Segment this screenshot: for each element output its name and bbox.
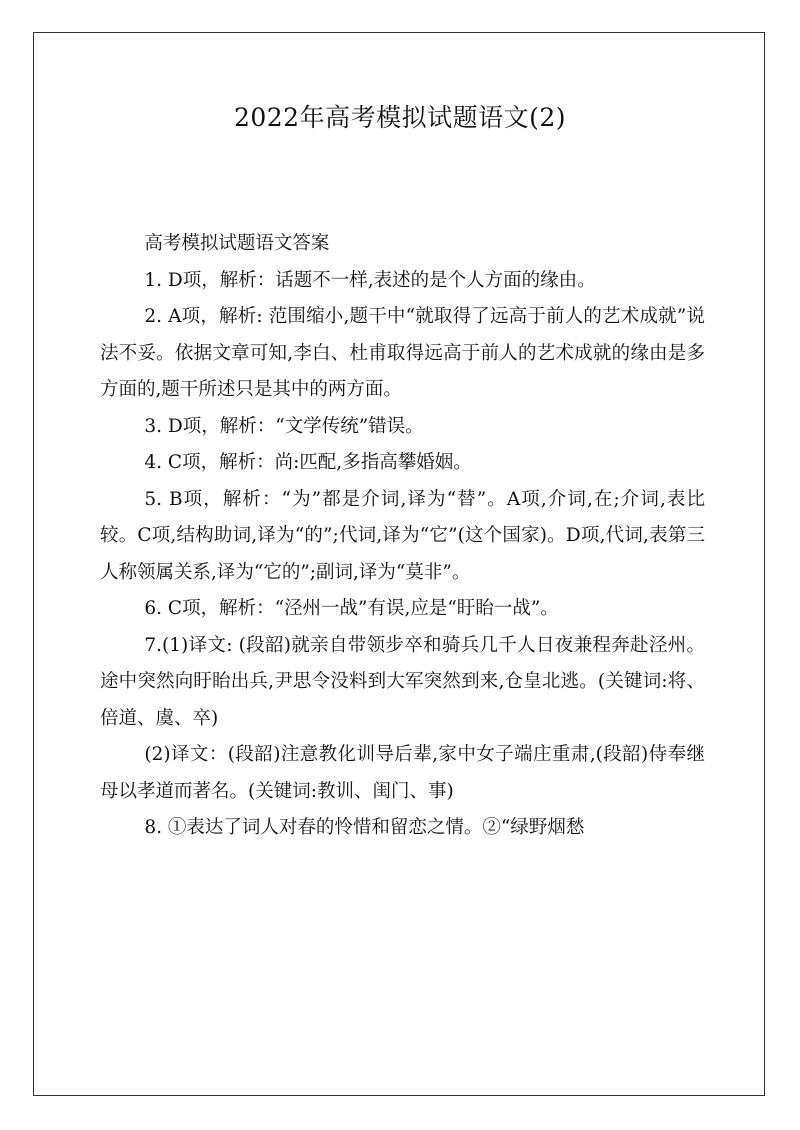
answer-paragraph-5: 5. B项，解析：“为”都是介词,译为“替”。A项,介词,在;介词,表比较。C项,结构助词,译为“的”;代词,译为“它”(这个国家)。D项,代词,表第三人称领属关系,译为“它的”;副词,译为“莫非”。 [100,488,705,583]
answer-paragraph-1: 1. D项，解析：话题不一样,表述的是个人方面的缘由。 [144,269,596,291]
answer-content [100,226,705,847]
section-heading: 高考模拟试题语文答案 [144,233,330,254]
answer-paragraph-3: 3. D项，解析：“文学传统”错误。 [144,415,424,437]
answer-paragraph-4: 4. C项，解析：尚:匹配,多指高攀婚姻。 [144,452,472,473]
answer-paragraph-6: 6. C项，解析：“泾州一战”有误,应是“盱眙一战”。 [144,598,559,619]
answer-paragraph-9: 8. ①表达了词人对春的怜惜和留恋之情。②“绿野烟愁 [144,817,585,838]
answer-paragraph-8: (2)译文：(段韶)注意教化训导后辈,家中女子端庄重肃,(段韶)侍奉继母以孝道而著名。(关键词:教训、闺门、事) [100,744,705,802]
answer-paragraph-7: 7.(1)译文: (段韶)就亲自带领步卒和骑兵几千人日夜兼程奔赴泾州。途中突然向盱眙出兵,尹思令没料到大军突然到来,仓皇北逃。(关键词:将、倍道、虞、卒) [100,634,705,729]
document-title: 2022年高考模拟试题语文(2) [233,103,567,132]
answer-paragraph-2: 2. A项，解析: 范围缩小,题干中“就取得了远高于前人的艺术成就”说法不妥。依据文章可知,李白、杜甫取得远高于前人的艺术成就的缘由是多方面的,题干所述只是其中的两方面。 [100,306,705,400]
